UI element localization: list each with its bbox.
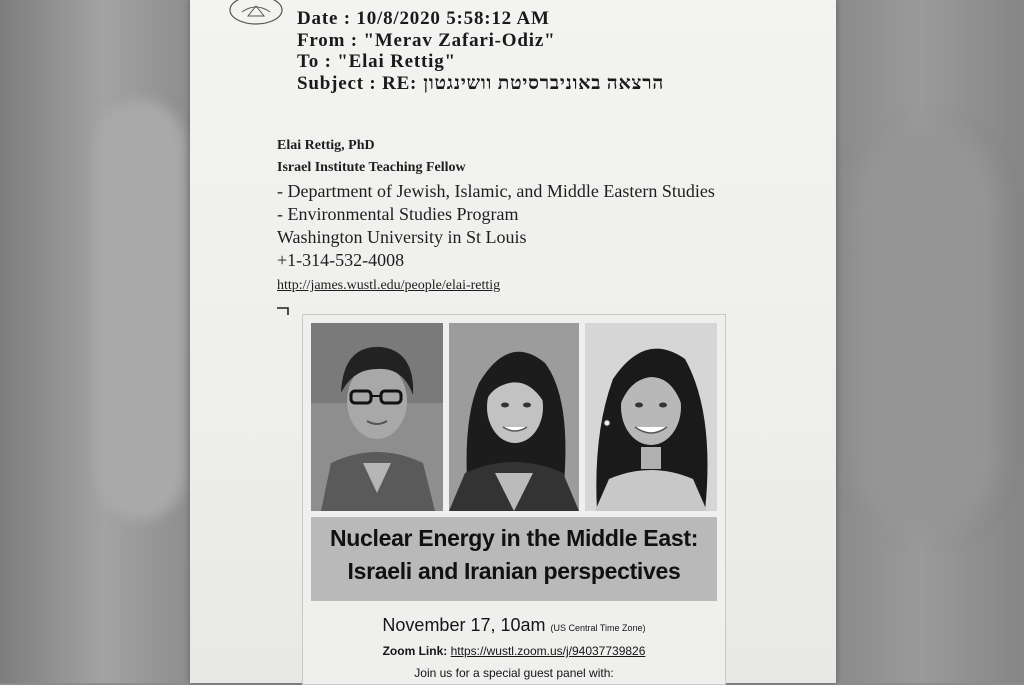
email-date-line bbox=[297, 8, 550, 30]
subject-hebrew: הרצאה באוניברסיטת וושינגטון bbox=[423, 73, 665, 94]
signature-phone: +1-314-532-4008 bbox=[277, 250, 405, 270]
signature-link-line bbox=[277, 276, 500, 294]
event-date-text: November 17, 10am bbox=[382, 615, 546, 635]
email-subject-line bbox=[297, 73, 664, 95]
emblem-seal-icon bbox=[228, 0, 284, 26]
return-arrow-icon bbox=[276, 306, 290, 316]
subject-prefix: RE: bbox=[382, 73, 418, 94]
signature-url-link[interactable]: http://james.wustl.edu/people/elai-rettig bbox=[277, 278, 501, 293]
printed-email-page bbox=[190, 0, 836, 683]
background-right bbox=[836, 0, 1024, 683]
event-date bbox=[303, 615, 725, 636]
flyer-title-banner bbox=[311, 517, 717, 601]
subject-label: Subject : bbox=[297, 73, 377, 94]
signature-dept2: - Environmental Studies Program bbox=[277, 204, 519, 224]
panelist-photo-3 bbox=[585, 323, 717, 511]
background-left bbox=[0, 0, 190, 683]
signature-name: Elai Rettig, PhD bbox=[277, 138, 375, 153]
from-label: From : bbox=[297, 30, 358, 51]
date-label: Date : bbox=[297, 8, 351, 29]
flyer-title-line1: Nuclear Energy in the Middle East: bbox=[329, 525, 699, 551]
panelist-photo-1 bbox=[311, 323, 443, 511]
zoom-line bbox=[303, 644, 725, 658]
zoom-label: Zoom Link: bbox=[382, 644, 448, 658]
flyer-title-line2: Israeli and Iranian perspectives bbox=[347, 558, 681, 584]
signature-dept1: - Department of Jewish, Islamic, and Middle Eastern Studies bbox=[277, 181, 715, 201]
to-value: "Elai Rettig" bbox=[337, 51, 456, 72]
email-to-line bbox=[297, 51, 456, 73]
join-text: Join us for a special guest panel with: bbox=[414, 666, 614, 680]
date-value: 10/8/2020 5:58:12 AM bbox=[356, 8, 550, 29]
from-value: "Merav Zafari-Odiz" bbox=[363, 30, 556, 51]
signature-university: Washington University in St Louis bbox=[277, 227, 527, 247]
panelist-photo-2 bbox=[449, 323, 579, 511]
event-flyer bbox=[302, 314, 726, 685]
email-from-line bbox=[297, 30, 555, 52]
event-timezone: (US Central Time Zone) bbox=[550, 623, 646, 633]
signature-position: Israel Institute Teaching Fellow bbox=[277, 160, 466, 175]
to-label: To : bbox=[297, 51, 332, 72]
zoom-url-link[interactable]: https://wustl.zoom.us/j/94037739826 bbox=[450, 644, 646, 658]
